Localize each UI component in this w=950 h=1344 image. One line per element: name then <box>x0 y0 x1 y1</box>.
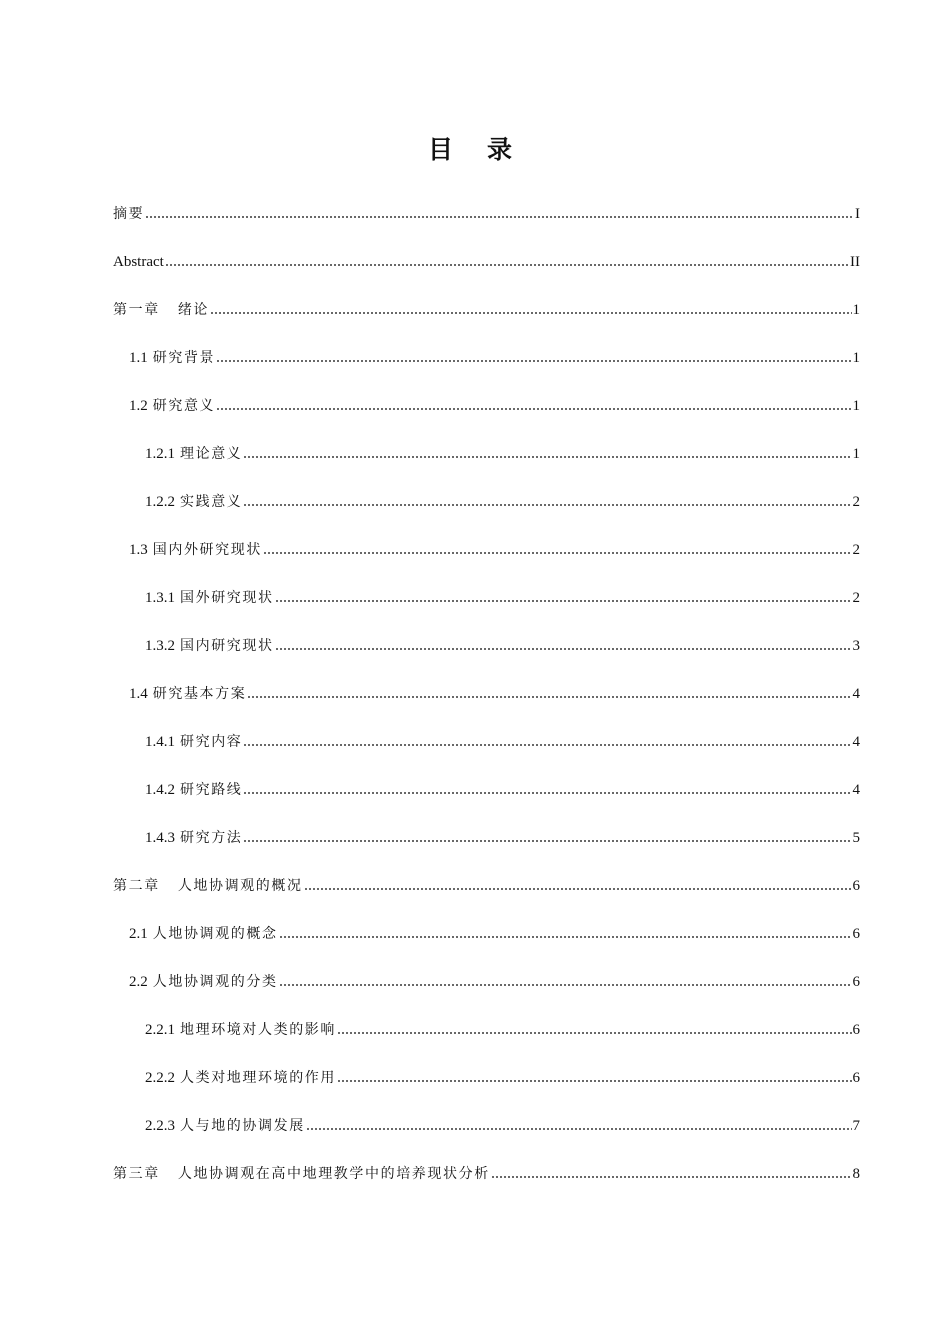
toc-entry-page: 1 <box>852 302 860 318</box>
toc-entry-page: 4 <box>852 782 860 798</box>
toc-entry-number: 2.2 <box>129 974 148 990</box>
toc-entry-label: 人类对地理环境的作用 <box>180 1070 336 1086</box>
toc-entry-page: 8 <box>852 1166 860 1182</box>
toc-entry-1-4-1[interactable] <box>145 721 860 751</box>
toc-entry-page: 6 <box>852 878 860 894</box>
toc-entry-2-2-3[interactable] <box>145 1105 860 1135</box>
toc-entry-label: 绪论 <box>177 302 210 318</box>
toc-entry-1-4[interactable] <box>129 673 860 703</box>
toc-entry-1-1[interactable] <box>129 337 860 367</box>
toc-entry-label: 地理环境对人类的影响 <box>180 1022 336 1038</box>
toc-entry-page: 5 <box>852 830 860 846</box>
toc-entry-label: 摘要 <box>113 206 145 222</box>
toc-entry-label: 研究路线 <box>180 782 243 798</box>
toc-entry-page: 4 <box>852 686 860 702</box>
toc-entry-page: 7 <box>852 1118 860 1134</box>
dot-leader <box>279 983 852 987</box>
dot-leader <box>243 839 851 843</box>
dot-leader <box>216 359 851 363</box>
toc-entry-2-2-2[interactable] <box>145 1057 860 1087</box>
toc-entry-page: 6 <box>852 1022 860 1038</box>
toc-entry-1-3-2[interactable] <box>145 625 860 655</box>
toc-entry-page: 1 <box>852 398 860 414</box>
dot-leader <box>337 1079 852 1083</box>
toc-entry-page: II <box>850 254 860 270</box>
toc-entry-page: 2 <box>852 542 860 558</box>
toc-entry-label: 人地协调观的概念 <box>152 926 278 942</box>
toc-entry-page: 2 <box>852 590 860 606</box>
dot-leader <box>275 599 852 603</box>
toc-entry-page: 2 <box>852 494 860 510</box>
toc-entry-label: 国内外研究现状 <box>152 542 262 558</box>
toc-entry-page: 6 <box>852 1070 860 1086</box>
toc-entry-label: 人地协调观在高中地理教学中的培养现状分析 <box>177 1166 490 1182</box>
toc-entry-abstract-en[interactable] <box>113 241 860 271</box>
toc-entry-number: 第二章 <box>113 878 160 894</box>
dot-leader <box>243 791 851 795</box>
dot-leader <box>337 1031 852 1035</box>
toc-entry-label: 国外研究现状 <box>180 590 274 606</box>
toc-entry-page: 6 <box>852 974 860 990</box>
toc-entry-number: 1.3.1 <box>145 590 175 606</box>
toc-title: 目录 <box>427 135 546 164</box>
toc-entry-1-2[interactable] <box>129 385 860 415</box>
toc-entry-number: 2.1 <box>129 926 148 942</box>
toc-entry-label: Abstract <box>113 254 164 270</box>
toc-entry-page: 3 <box>852 638 860 654</box>
dot-leader <box>247 695 851 699</box>
dot-leader <box>491 1175 852 1179</box>
dot-leader <box>145 215 854 219</box>
toc-entry-number: 1.3 <box>129 542 148 558</box>
dot-leader <box>306 1127 852 1131</box>
toc-entry-number: 2.2.1 <box>145 1022 175 1038</box>
toc-entry-2-2[interactable] <box>129 961 860 991</box>
dot-leader <box>304 887 852 891</box>
toc-entry-number: 第三章 <box>113 1166 160 1182</box>
toc-entry-number: 1.4.2 <box>145 782 175 798</box>
toc-entry-number: 第一章 <box>113 302 160 318</box>
toc-entry-number: 2.2.2 <box>145 1070 175 1086</box>
toc-entry-abstract-cn[interactable] <box>113 193 860 223</box>
dot-leader <box>263 551 852 555</box>
toc-entry-page: 4 <box>852 734 860 750</box>
toc-entry-number: 1.2.1 <box>145 446 175 462</box>
toc-entry-page: 1 <box>852 350 860 366</box>
toc-entry-label: 人地协调观的概况 <box>177 878 303 894</box>
toc-entry-page: 6 <box>852 926 860 942</box>
toc-entry-label: 人地协调观的分类 <box>152 974 278 990</box>
toc-entry-1-2-2[interactable] <box>145 481 860 511</box>
toc-entry-2-1[interactable] <box>129 913 860 943</box>
dot-leader <box>275 647 852 651</box>
toc-entry-number: 1.2.2 <box>145 494 175 510</box>
toc-entry-page: 1 <box>852 446 860 462</box>
toc-entry-1-2-1[interactable] <box>145 433 860 463</box>
toc-entry-number: 1.2 <box>129 398 148 414</box>
toc-entry-chapter-3[interactable] <box>113 1153 860 1183</box>
dot-leader <box>210 311 851 315</box>
toc-entry-chapter-1[interactable] <box>113 289 860 319</box>
dot-leader <box>243 455 851 459</box>
toc-entry-chapter-2[interactable] <box>113 865 860 895</box>
toc-entry-page: I <box>855 206 860 222</box>
toc-entry-label: 研究意义 <box>152 398 216 414</box>
dot-leader <box>216 407 851 411</box>
toc-entry-label: 研究背景 <box>152 350 216 366</box>
toc-entry-number: 1.3.2 <box>145 638 175 654</box>
toc-entry-number: 1.1 <box>129 350 148 366</box>
toc-entry-label: 理论意义 <box>180 446 243 462</box>
toc-entry-number: 1.4.3 <box>145 830 175 846</box>
toc-entry-1-3-1[interactable] <box>145 577 860 607</box>
toc-entry-number: 1.4 <box>129 686 148 702</box>
toc-entry-1-4-3[interactable] <box>145 817 860 847</box>
toc-entry-2-2-1[interactable] <box>145 1009 860 1039</box>
dot-leader <box>165 263 849 267</box>
toc-entry-label: 国内研究现状 <box>180 638 274 654</box>
toc-entry-number: 2.2.3 <box>145 1118 175 1134</box>
toc-entry-label: 人与地的协调发展 <box>180 1118 305 1134</box>
dot-leader <box>279 935 852 939</box>
toc-entry-label: 研究基本方案 <box>152 686 247 702</box>
dot-leader <box>243 503 851 507</box>
toc-entry-number: 1.4.1 <box>145 734 175 750</box>
dot-leader <box>243 743 851 747</box>
toc-entry-label: 实践意义 <box>180 494 243 510</box>
toc-entry-label: 研究方法 <box>180 830 243 846</box>
toc-entry-1-3[interactable] <box>129 529 860 559</box>
toc-entry-label: 研究内容 <box>180 734 243 750</box>
toc-entry-1-4-2[interactable] <box>145 769 860 799</box>
